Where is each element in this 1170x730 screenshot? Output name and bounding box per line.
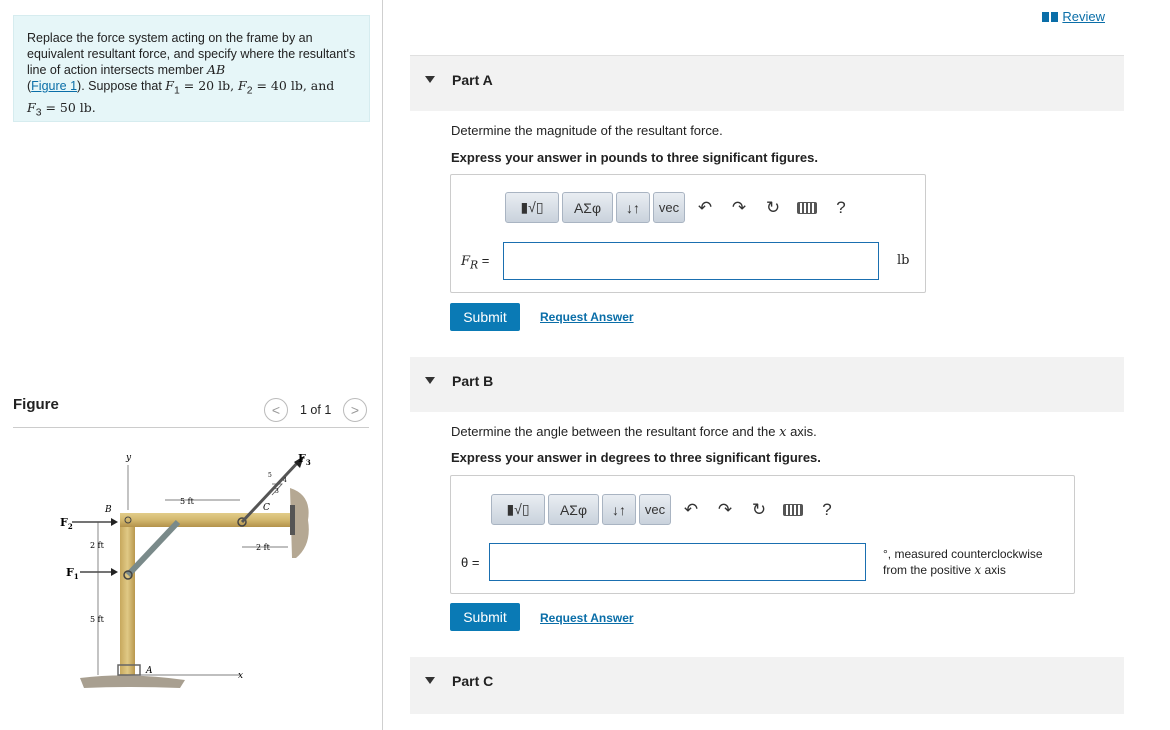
slope-5-label: 5 [268,472,272,479]
help-icon[interactable]: ? [822,499,832,519]
label-f3: $F_3$ [298,452,311,467]
keyboard-icon[interactable] [776,494,810,525]
reset-icon[interactable]: ↻ [765,197,781,217]
keyboard-icon[interactable] [790,192,824,223]
f2-arrowhead [111,518,118,526]
collapse-triangle-icon [425,677,435,684]
member-ab [120,515,135,675]
problem-panel [0,0,383,730]
label-f1: $F_1$ [66,566,79,581]
label-y: y [126,453,132,463]
part-b-instruction: Express your answer in degrees to three significant figures. [451,450,821,465]
f1-arrowhead [111,568,118,576]
part-a-header[interactable]: Part A [410,56,1124,111]
figure-title: Figure [13,396,59,413]
part-a-answer-input[interactable] [503,242,879,280]
label-b: B [105,505,112,515]
template-button[interactable]: ▮√▯ [505,192,559,223]
redo-icon[interactable]: ↷ [731,197,747,217]
part-a-unit: lb [897,253,910,268]
part-b-toolbar [491,494,844,525]
label-c: C [263,503,270,513]
reset-icon[interactable]: ↻ [751,499,767,519]
redo-icon[interactable]: ↷ [717,499,733,519]
dim-5ft-top-label: 5 ft [180,497,194,506]
part-b-answer-input[interactable] [489,543,866,581]
part-a-request-answer-link[interactable]: Request Answer [540,310,634,324]
collapse-triangle-icon [425,76,435,83]
undo-icon[interactable]: ↶ [697,197,713,217]
template-button[interactable]: ▮√▯ [491,494,545,525]
part-a-question: Determine the magnitude of the resultant force. [451,123,723,138]
problem-statement: Replace the force system acting on the frame by an equivalent resultant force, and specify where the resultant's line of action intersects member AB (Figure 1). Suppose that $F_1 = 20$ lb, $F_2 = 40$ lb, and $F_3 = 50$ lb. [13,15,370,122]
wall-bracket [290,505,295,535]
part-b-unit: °, measured counterclockwise from the positive x axis [883,547,1043,577]
part-b-question: Determine the angle between the resultant force and the x axis. [451,424,817,440]
figure-header [13,395,369,428]
undo-icon[interactable]: ↶ [683,499,699,519]
dim-5ft-left-label: 5 ft [90,615,104,624]
part-b-submit-button[interactable]: Submit [450,603,520,631]
arrows-button[interactable]: ↓↑ [616,192,650,223]
member-label: AB [206,62,226,77]
label-x: x [238,671,244,681]
slope-4-label: 4 [283,477,287,484]
label-a: A [146,666,153,676]
part-b-answer-box [450,475,1075,594]
review-link[interactable]: Review [1042,9,1105,24]
next-figure-button[interactable]: > [343,398,367,422]
help-icon[interactable]: ? [836,197,846,217]
part-b-header[interactable]: Part B [410,357,1124,412]
prev-figure-button[interactable]: < [264,398,288,422]
dim-2ft-left-label: 2 ft [90,541,104,550]
ground [80,675,185,688]
part-b-answer-label: θ = [461,555,480,570]
collapse-triangle-icon [425,377,435,384]
figure-pager: 1 of 1 [300,403,332,417]
book-icon [1042,12,1058,22]
frame-figure[interactable] [50,450,340,695]
answer-panel [384,0,1170,730]
vec-button[interactable]: vec [653,192,685,223]
dim-2ft-right-label: 2 ft [256,543,270,552]
part-a-answer-box [450,174,926,293]
diagonal-strut [128,522,178,575]
slope-3-label: 3 [275,488,279,495]
part-b-request-answer-link[interactable]: Request Answer [540,611,634,625]
greek-button[interactable]: ΑΣφ [562,192,613,223]
part-c-header[interactable]: Part C [410,657,1124,714]
arrows-button[interactable]: ↓↑ [602,494,636,525]
figure-link[interactable]: Figure 1 [31,79,78,93]
part-a-instruction: Express your answer in pounds to three significant figures. [451,150,818,165]
vec-button[interactable]: vec [639,494,671,525]
greek-button[interactable]: ΑΣφ [548,494,599,525]
label-f2: $F_2$ [60,516,73,531]
horizontal-member [120,513,292,527]
part-a-answer-label: $F_R$ = [461,253,490,272]
part-a-toolbar [505,192,858,223]
part-a-submit-button[interactable]: Submit [450,303,520,331]
